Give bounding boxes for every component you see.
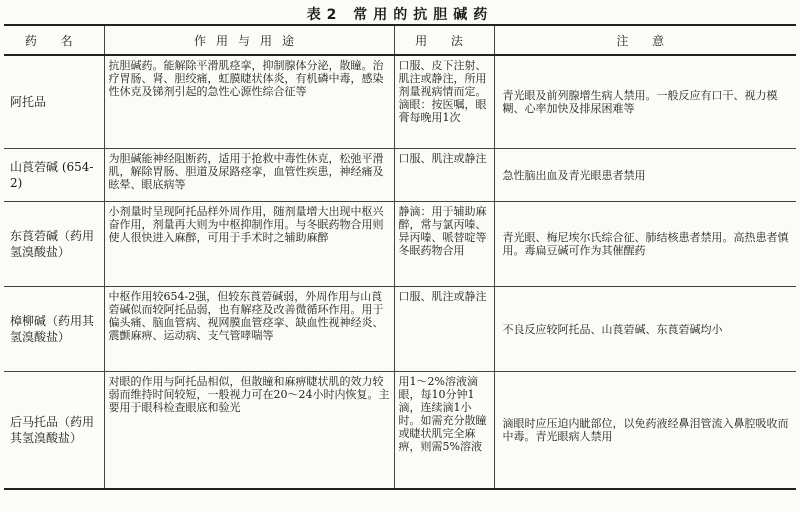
drug-name: 樟柳碱（药用其氢溴酸盐） bbox=[4, 286, 104, 371]
header-method: 用 法 bbox=[394, 25, 494, 55]
drug-note: 不良反应较阿托品、山莨菪碱、东莨菪碱均小 bbox=[494, 286, 796, 371]
drug-note: 青光眼及前列腺增生病人禁用。一般反应有口干、视力模糊、心率加快及排尿困难等 bbox=[494, 55, 796, 148]
drug-name: 山莨菪碱 (654-2) bbox=[4, 148, 104, 201]
table-row bbox=[4, 286, 796, 371]
table-row bbox=[4, 148, 796, 201]
drug-method: 静滴：用于辅助麻醉，常与氯丙嗪、异丙嗪、哌替啶等冬眠药物合用 bbox=[394, 201, 494, 286]
header-row bbox=[4, 25, 796, 55]
table-row bbox=[4, 55, 796, 148]
header-drug-name: 药 名 bbox=[24, 33, 83, 48]
drug-name: 东莨菪碱（药用氢溴酸盐） bbox=[4, 201, 104, 286]
drug-name: 阿托品 bbox=[4, 55, 104, 148]
header-use: 作用与用途 bbox=[104, 25, 394, 55]
drug-use: 对眼的作用与阿托品相似，但散瞳和麻痹睫状肌的效力较弱而维持时间较短，一般视力可在20～24小时内恢复。主要用于眼科检查眼底和验光 bbox=[104, 371, 394, 489]
drug-method: 口服、肌注或静注 bbox=[394, 286, 494, 371]
drug-note: 急性脑出血及青光眼患者禁用 bbox=[494, 148, 796, 201]
drug-method: 口服、肌注或静注 bbox=[394, 148, 494, 201]
table-title: 表2 常用的抗胆碱药 bbox=[306, 7, 494, 23]
drug-method: 口服、皮下注射、肌注或静注，所用剂量视病情而定。滴眼：按医嘱，眼膏每晚用1次 bbox=[394, 55, 494, 148]
drug-name: 后马托品（药用其氢溴酸盐） bbox=[4, 371, 104, 489]
drug-note: 滴眼时应压迫内眦部位，以免药液经鼻泪管流入鼻腔吸收而中毒。青光眼病人禁用 bbox=[494, 371, 796, 489]
drug-use: 小剂量时呈现阿托品样外周作用，随剂量增大出现中枢兴奋作用，剂量再大则为中枢抑制作用。与冬眠药物合用则使人很快进入麻醉，可用于手术时之辅助麻醉 bbox=[104, 201, 394, 286]
header-note: 注 意 bbox=[494, 25, 796, 55]
drug-use: 中枢作用较654-2强，但较东莨菪碱弱，外周作用与山莨菪碱似而较阿托品弱，也有解痉及改善微循环作用。用于偏头痛、脑血管病、视网膜血管痉挛、缺血性视神经炎、震颤麻痹、运动病、支气管哮喘等 bbox=[104, 286, 394, 371]
drug-use: 为胆碱能神经阻断药，适用于抢救中毒性休克，松弛平滑肌，解除胃肠、胆道及尿路痉挛，血管性疾患，神经痛及眩晕、眼底病等 bbox=[104, 148, 394, 201]
drug-method: 用1～2%溶液滴眼，每10分钟1滴，连续滴1小时。如需充分散瞳或睫状肌完全麻痹，则需5%溶液 bbox=[394, 371, 494, 489]
table-row bbox=[4, 371, 796, 489]
drug-note: 青光眼、梅尼埃尔氏综合征、肺结核患者禁用。高热患者慎用。毒扁豆碱可作为其催醒药 bbox=[494, 201, 796, 286]
anticholinergic-drug-table bbox=[4, 24, 796, 490]
table-row bbox=[4, 201, 796, 286]
drug-use: 抗胆碱药。能解除平滑肌痉挛，抑制腺体分泌，散瞳。治疗胃肠、肾、胆绞痛，虹膜睫状体炎，有机磷中毒，感染性休克及锑剂引起的急性心源性综合征等 bbox=[104, 55, 394, 148]
